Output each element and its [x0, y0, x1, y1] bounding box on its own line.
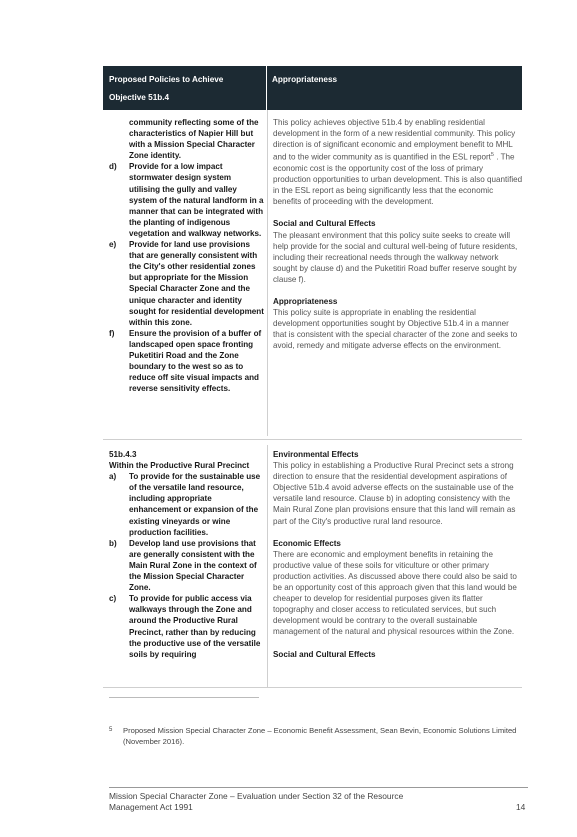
item-label: b) [109, 538, 117, 548]
social-paragraph: The pleasant environment that this policy suite seeks to create will help provide for the social and cultural well-being of future residents, including their recreational needs through the walkway network sought by clause d) and the Puketitiri Road buffer reserve sought by clause f). [273, 230, 518, 284]
policy-number: 51b.4.3 [109, 450, 137, 459]
item-text: Provide for a low impact stormwater design system utilising the gully and valley system of the natural landform in a manner that can be integrated with the planting of indigenous vegetation and walkway networks. [129, 162, 264, 238]
appropriateness-block-2 [273, 449, 523, 660]
item-text: To provide for public access via walkways through the Zone and around the Productive Rural Precinct, rather than by reducing the productive use of the versatile soils by requiring [129, 594, 261, 659]
item-text: Develop land use provisions that are generally consistent with the Main Rural Zone in the context of the Mission Special Character Zone. [129, 538, 257, 593]
table-bottom-rule [103, 687, 522, 688]
appropriateness-paragraph: This policy suite is appropriate in enabling the residential development opportunities sought by Objective 51b.4 in a manner that is consistent with the special character of the zone and seeks to avoid, remedy and mitigate adverse effects on the environment. [273, 308, 518, 351]
policy-intro: community reflecting some of the characteristics of Napier Hill but with a Mission Special Character Zone identity. [129, 118, 259, 161]
intro-paragraph [273, 117, 523, 207]
intro-text: This policy achieves objective 51b.4 by enabling residential development in the form of a new residential community. This policy direction is of significant economic and employment benefit to MHL and to the wider community as is quantified in the ESL report [273, 118, 516, 162]
environmental-heading: Environmental Effects [273, 450, 359, 459]
header-divider [266, 66, 267, 110]
page-footer [109, 791, 529, 813]
column-divider [267, 110, 268, 436]
policy-block-2 [109, 449, 264, 660]
page-number: 14 [516, 802, 526, 812]
policy-item-f [109, 328, 264, 395]
social-heading: Social and Cultural Effects [273, 219, 376, 229]
policy-item-b [109, 538, 264, 593]
environmental-paragraph: This policy in establishing a Productive Rural Precinct sets a strong direction to ensure that the residential development aspirations of Objective 51b.4 avoid adverse effects on the sustainable use of the versatile land resource. Clause b) in adopting consistency with the Main Rural Zone plan provisions ensure that this land will remain as part of the City's productive rural land resource. [273, 461, 516, 526]
intro-text-cont: . The economic cost is the opportunity cost of the loss of primary production opportunities to urban development. This is also quantified in the ESL report as being significantly less that the economic benefits of proceeding with the development. [273, 152, 523, 207]
policy-item-c [109, 593, 264, 660]
footer-text: Mission Special Character Zone – Evaluation under Section 32 of the Resource Management Act 1991 [109, 791, 404, 812]
appropriateness-heading: Appropriateness [273, 297, 338, 306]
column-divider [267, 445, 268, 687]
policy-title: Within the Productive Rural Precinct [109, 461, 250, 471]
item-label: c) [109, 594, 117, 604]
header-policies: Proposed Policies to Achieve Objective 51b.4 [109, 75, 224, 102]
item-label: a) [109, 472, 117, 482]
appropriateness-block-1 [273, 117, 523, 351]
economic-paragraph: There are economic and employment benefits in retaining the productive value of these soils for viticulture or other primary production activities. As discussed above there could also be said to be an opportunity cost of this approach given that this land would be cheaper to develop for residential purposes given its flatter topography and closer access to reticulated services, but such development would be contrary to the overall sustainable management of the natural and physical resources within the Zone. [273, 549, 517, 637]
policy-item-a [109, 471, 264, 538]
footnote [109, 726, 529, 747]
item-label: e) [109, 240, 117, 250]
table-header [103, 66, 522, 110]
footer-rule [109, 787, 528, 788]
item-text: Ensure the provision of a buffer of landscaped open space fronting Puketitiri Road and the Zone boundary to the west so as to reduce off site visual impacts and reverse sensitivity effects. [129, 328, 262, 394]
footnote-number: 5 [109, 727, 113, 733]
footnote-rule [109, 697, 259, 698]
item-text: To provide for the sustainable use of the versatile land resource, including appropriate enhancement or expansion of the existing vineyards or wine production facilities. [129, 472, 261, 537]
policy-item-e [109, 239, 264, 328]
item-text: Provide for land use provisions that are generally consistent with the City's other residential zones but appropriate for the Mission Special Character Zone and the unique character and identity sought for residential development within this zone. [129, 240, 264, 327]
economic-heading: Economic Effects [273, 538, 341, 548]
item-label: f) [109, 328, 115, 338]
social-heading: Social and Cultural Effects [273, 649, 376, 659]
footnote-text: Proposed Mission Special Character Zone – Economic Benefit Assessment, Sean Bevin, Economic Solutions Limited (November 2016). [123, 726, 517, 746]
header-appropriateness: Appropriateness [272, 75, 338, 84]
item-label: d) [109, 162, 117, 172]
row-divider [103, 439, 522, 440]
footnote-ref: 5 [490, 152, 494, 159]
policy-item-d [109, 161, 264, 239]
policy-block-1 [109, 117, 264, 394]
